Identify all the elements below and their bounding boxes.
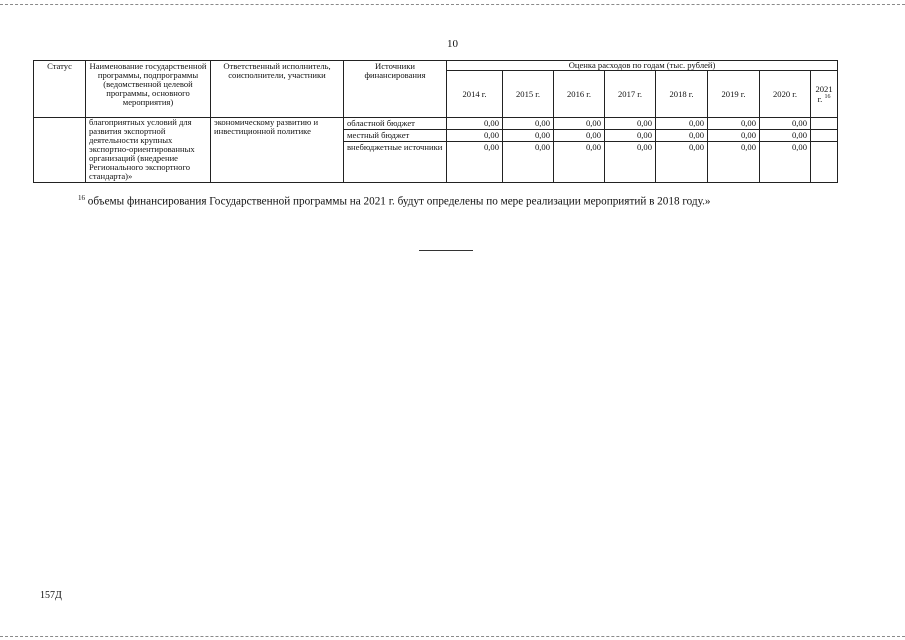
value-cell	[811, 130, 838, 142]
document-ref-code: 157Д	[40, 590, 62, 601]
header-year: 2016 г.	[554, 71, 605, 118]
value-cell: 0,00	[656, 142, 708, 183]
budget-table	[33, 60, 838, 183]
value-cell: 0,00	[554, 142, 605, 183]
header-year-last	[811, 71, 838, 118]
header-name: Наименование государственной программы, подпрограммы (ведомственной целевой программы, основного мероприятия)	[86, 61, 211, 118]
header-status: Статус	[34, 61, 86, 118]
table-row	[34, 118, 838, 130]
header-year: 2020 г.	[760, 71, 811, 118]
value-cell: 0,00	[447, 130, 503, 142]
value-cell: 0,00	[708, 130, 760, 142]
value-cell	[811, 118, 838, 130]
value-cell: 0,00	[503, 118, 554, 130]
footnote	[78, 194, 878, 208]
value-cell: 0,00	[447, 118, 503, 130]
name-cell: благоприятных условий для развития экспортной деятельности крупных экспортно-ориентированных организаций (внедрение Регионального экспортного стандарта)»	[86, 118, 211, 183]
header-year: 2019 г.	[708, 71, 760, 118]
scan-top-edge	[0, 4, 905, 5]
executor-cell: экономическому развитию и инвестиционной политике	[211, 118, 344, 183]
value-cell: 0,00	[760, 130, 811, 142]
header-year-label: 2021 г.	[815, 83, 833, 104]
source-cell: внебюджетные источники	[344, 142, 447, 183]
header-expenses-group: Оценка расходов по годам (тыс. рублей)	[447, 61, 838, 71]
value-cell	[811, 142, 838, 183]
header-year: 2015 г.	[503, 71, 554, 118]
source-cell: областной бюджет	[344, 118, 447, 130]
header-year: 2017 г.	[605, 71, 656, 118]
value-cell: 0,00	[503, 142, 554, 183]
footnote-text: объемы финансирования Государственной программы на 2021 г. будут определены по мере реализации мероприятий в 2018 году.»	[87, 195, 711, 208]
end-separator-line	[419, 250, 473, 251]
value-cell: 0,00	[554, 130, 605, 142]
value-cell: 0,00	[708, 142, 760, 183]
value-cell: 0,00	[605, 130, 656, 142]
value-cell: 0,00	[656, 118, 708, 130]
page-number: 10	[447, 38, 458, 50]
value-cell: 0,00	[656, 130, 708, 142]
scan-bottom-edge	[0, 636, 905, 637]
source-cell: местный бюджет	[344, 130, 447, 142]
header-year: 2018 г.	[656, 71, 708, 118]
value-cell: 0,00	[503, 130, 554, 142]
value-cell: 0,00	[605, 118, 656, 130]
header-executor: Ответственный исполнитель, соисполнители, участники	[211, 61, 344, 118]
value-cell: 0,00	[760, 118, 811, 130]
footnote-ref: 16	[824, 93, 831, 100]
value-cell: 0,00	[708, 118, 760, 130]
header-sources: Источники финансирования	[344, 61, 447, 118]
value-cell: 0,00	[447, 142, 503, 183]
value-cell: 0,00	[605, 142, 656, 183]
footnote-marker: 16	[78, 194, 85, 202]
status-cell	[34, 118, 86, 183]
header-year: 2014 г.	[447, 71, 503, 118]
value-cell: 0,00	[760, 142, 811, 183]
value-cell: 0,00	[554, 118, 605, 130]
